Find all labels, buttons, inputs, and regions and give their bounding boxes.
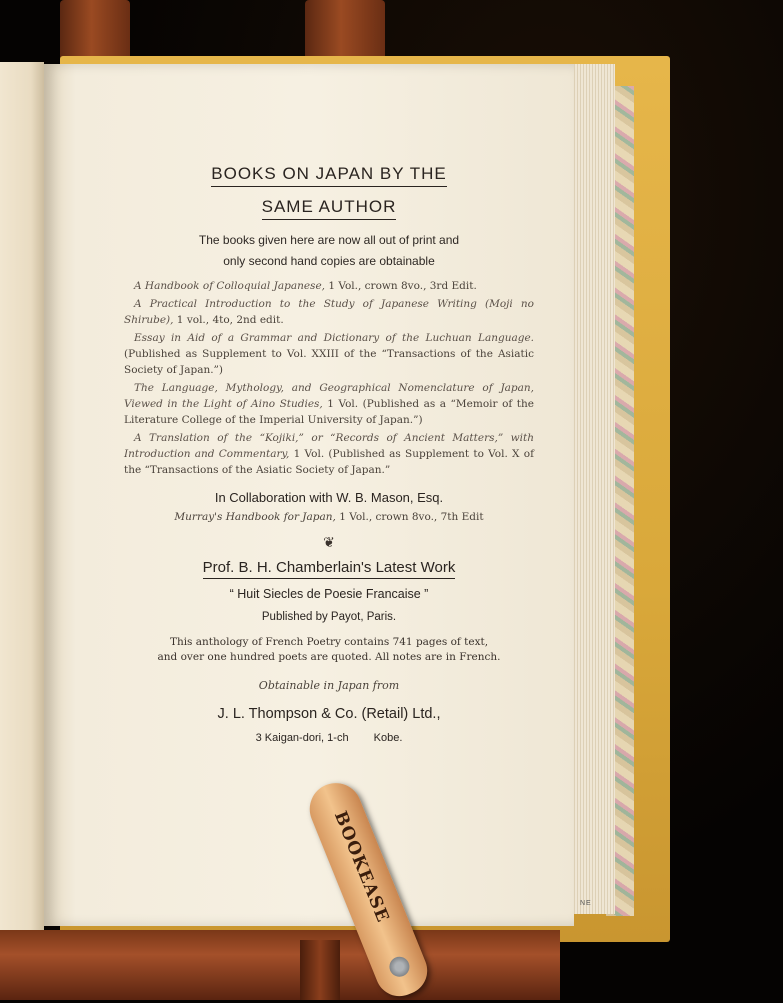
heading-line-1: BOOKS ON JAPAN BY THE xyxy=(211,164,446,187)
book-title: A Translation of the “Kojiki,” or “Records of Ancient Matters,” with Introduction and Commentary, xyxy=(124,432,534,460)
ornament-icon: ❦ xyxy=(323,535,335,551)
book-entry xyxy=(124,296,534,328)
page-corner-mark: NE xyxy=(580,900,592,907)
shop-name: J. L. Thompson & Co. (Retail) Ltd., xyxy=(217,706,441,722)
book-details: (Published as Supplement to Vol. XXIII of the “Transactions of the Asiatic Society of Japan.”) xyxy=(124,348,534,376)
book-entry xyxy=(124,330,534,378)
book-page xyxy=(44,64,574,926)
anthology-description xyxy=(124,635,534,665)
latest-work-publisher: Published by Payot, Paris. xyxy=(261,611,397,623)
collab-work-title: Murray's Handbook for Japan, xyxy=(174,511,336,523)
book-details: 1 Vol. (Published as a “Memoir of the Literature College of the Imperial University of Japan.”) xyxy=(124,398,534,426)
book-details: 1 Vol. (Published as Supplement to Vol. X of the “Transactions of the Asiatic Society of Japan.” xyxy=(124,448,534,476)
collaboration-heading: In Collaboration with W. B. Mason, Esq. xyxy=(214,490,444,505)
stand-leg xyxy=(300,940,340,1000)
heading-line-2: SAME AUTHOR xyxy=(262,197,397,220)
book-title: The Language, Mythology, and Geographical Nomenclature of Japan, Viewed in the Light of Aino Studies, xyxy=(124,382,534,410)
shop-address: 3 Kaigan-dori, 1-ch Kobe. xyxy=(255,732,403,744)
book-entry xyxy=(124,380,534,428)
collab-work-details: 1 Vol., crown 8vo., 7th Edit xyxy=(335,511,484,523)
book-details: 1 vol., 4to, 2nd edit. xyxy=(173,314,284,326)
anthology-line-2: and over one hundred poets are quoted. All notes are in French. xyxy=(157,651,501,663)
book-title: A Handbook of Colloquial Japanese, xyxy=(134,280,325,292)
latest-work-title: “ Huit Siecles de Poesie Francaise ” xyxy=(229,587,429,601)
page-heading xyxy=(124,164,534,220)
facing-page xyxy=(0,62,44,930)
book-list xyxy=(124,278,534,478)
latest-work-heading: Prof. B. H. Chamberlain's Latest Work xyxy=(203,559,456,579)
anthology-line-1: This anthology of French Poetry contains 741 pages of text, xyxy=(169,636,489,648)
intro-line-1: The books given here are now all out of print and xyxy=(198,233,460,247)
bookmark-brand: BOOKEASE xyxy=(329,808,393,926)
screw-icon xyxy=(386,954,412,980)
stand-base xyxy=(0,930,560,1000)
book-title: Essay in Aid of a Grammar and Dictionary of the Luchuan Language. xyxy=(134,332,534,344)
intro-note xyxy=(124,230,534,272)
book-entry xyxy=(124,430,534,478)
book-details: 1 Vol., crown 8vo., 3rd Edit. xyxy=(325,280,477,292)
intro-line-2: only second hand copies are obtainable xyxy=(223,254,435,268)
collaboration-work xyxy=(124,511,534,523)
book-entry xyxy=(124,278,534,294)
page-content xyxy=(124,164,534,744)
book-title: A Practical Introduction to the Study of Japanese Writing (Moji no Shirube), xyxy=(124,298,534,326)
obtainable-note: Obtainable in Japan from xyxy=(258,679,400,692)
